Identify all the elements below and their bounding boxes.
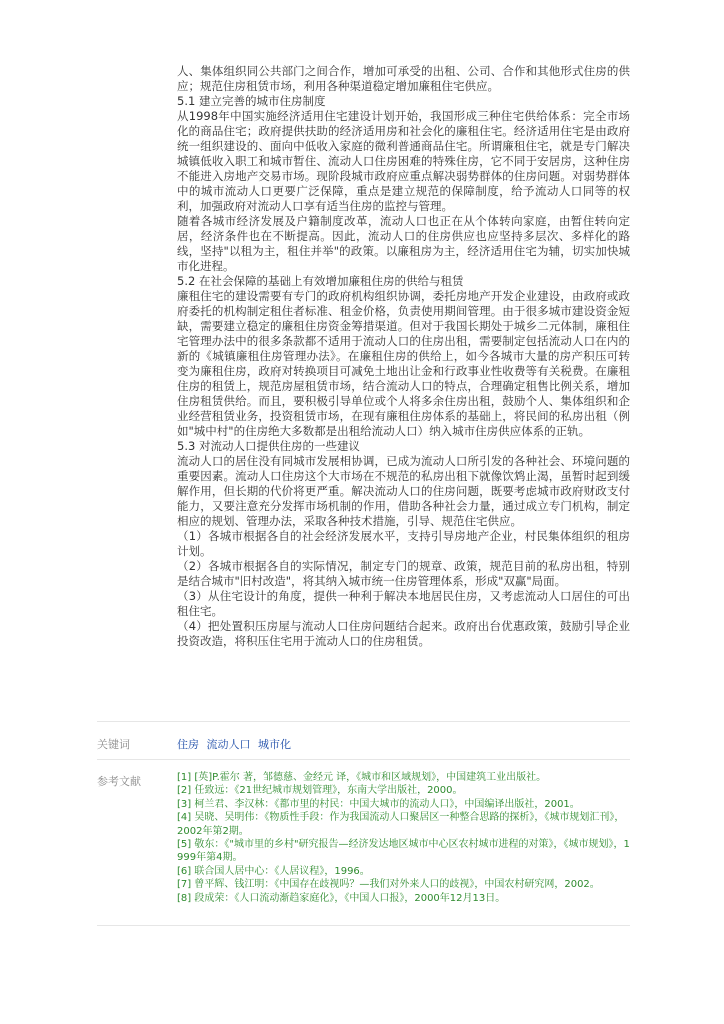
section-5-3-title: 5.3 对流动人口提供住房的一些建议 xyxy=(177,439,360,453)
reference-item: [2] 任致远：《21世纪城市规划管理》，东南大学出版社，2000。 xyxy=(177,785,463,797)
suggestion-item-3: （3）从住宅设计的角度，提供一种利于解决本地居民住房，又考虑流动人口居住的可出租住宅。 xyxy=(177,589,630,618)
keyword-link[interactable]: 住房 xyxy=(177,738,199,751)
reference-item: [3] 柯兰君、李汉林：《都市里的村民：中国大城市的流动人口》，中国编译出版社，2001。 xyxy=(177,798,580,810)
divider-top xyxy=(97,721,630,722)
keywords-list xyxy=(177,736,295,752)
keywords-label: 关键词 xyxy=(97,738,130,751)
keyword-link[interactable]: 城市化 xyxy=(258,738,291,751)
section-5-3-paragraph-1: 流动人口的居住没有同城市发展相协调，已成为流动人口所引发的各种社会、环境问题的重要因素。流动人口住房这个大市场在不规范的私房出租下就像饮鸩止渴，虽暂时起到缓解作用，但长期的代价将更严重。解决流动人口的住房问题，既要考虑城市政府财政支付能力，又要注意充分发挥市场机制的作用，借助各种社会力量，通过成立专门机构，制定相应的规划、管理办法，采取各种技术措施，引导、规范住宅供应。 xyxy=(177,454,630,528)
suggestion-item-1: （1）各城市根据各自的社会经济发展水平，支持引导房地产企业，村民集体组织的租房计划。 xyxy=(177,529,630,558)
divider-bottom xyxy=(97,925,630,926)
section-5-1-paragraph-1: 从1998年中国实施经济适用住宅建设计划开始，我国形成三种住宅供给体系：完全市场化的商品住宅；政府提供扶助的经济适用房和社会化的廉租住宅。经济适用住宅是由政府统一组织建设的、面向中低收入家庭的微利普通商品住宅。所谓廉租住宅，就是专门解决城镇低收入职工和城市暂住、流动人口住房困难的特殊住房，它不同于安居房，这种住房不能进入房地产交易市场。现阶段城市政府应重点解决弱势群体的住房问题。对弱势群体中的城市流动人口更要广泛保障，重点是建立规范的保障制度，给予流动人口同等的权利，加强政府对流动人口享有适当住房的监控与管理。 xyxy=(177,109,630,213)
intro-paragraph: 人、集体组织同公共部门之间合作，增加可承受的出租、公司、合作和其他形式住房的供应；规范住房租赁市场，利用各种渠道稳定增加廉租住宅供应。 xyxy=(177,64,630,93)
reference-item: [8] 段成荣：《人口流动渐趋家庭化》，《中国人口报》，2000年12月13日。 xyxy=(177,892,506,904)
divider-middle xyxy=(97,759,630,760)
section-5-1-title: 5.1 建立完善的城市住房制度 xyxy=(177,94,326,108)
reference-item: [6] 联合国人居中心：《人居议程》，1996。 xyxy=(177,865,370,877)
section-5-2-title: 5.2 在社会保障的基础上有效增加廉租住房的供给与租赁 xyxy=(177,274,464,288)
reference-item: [5] 敬东：《"城市里的乡村"研究报告—经济发达地区城市中心区农村城市进程的对策》，《城市规划》，1999年第4期。 xyxy=(177,839,630,864)
suggestion-item-2: （2）各城市根据各自的实际情况，制定专门的规章、政策，规范目前的私房出租，特别是结合城市"旧村改造"，将其纳入城市统一住房管理体系，形成"双赢"局面。 xyxy=(177,559,630,588)
reference-item: [1] [英]P.霍尔 著，邹德慈、金经元 译，《城市和区域规划》，中国建筑工业出版社。 xyxy=(177,772,547,783)
article-body xyxy=(177,64,630,649)
suggestion-item-4: （4）把处置积压房屋与流动人口住房问题结合起来。政府出台优惠政策，鼓励引导企业投资改造，将积压住宅用于流动人口的住房租赁。 xyxy=(177,619,630,648)
keyword-link[interactable]: 流动人口 xyxy=(206,738,251,751)
references-list xyxy=(177,771,630,905)
section-5-1-paragraph-2: 随着各城市经济发展及户籍制度改革，流动人口也正在从个体转向家庭，由暂住转向定居，经济条件也在不断提高。因此，流动人口的住房供应也应坚持多层次、多样化的路线，坚持"以租为主，租住并举"的政策。以廉租房为主，经济适用住宅为辅，切实加快城市化进程。 xyxy=(177,214,630,273)
section-5-2-paragraph-1: 廉租住宅的建设需要有专门的政府机构组织协调，委托房地产开发企业建设，由政府或政府委托的机构制定租住者标准、租金价格，负责使用期间管理。由于很多城市建设资金短缺，需要建立稳定的廉租住房资金筹措渠道。但对于我国长期处于城乡二元体制，廉租住宅管理办法中的很多条款都不适用于流动人口的住房出租，需要制定包括流动人口在内的新的《城镇廉租住房管理办法》。在廉租住房的供给上，如今各城市大量的房产积压可转变为廉租住房，政府对转换项目可减免土地出让金和行政事业性收费等有关税费。在廉租住房的租赁上，规范房屋租赁市场，结合流动人口的特点，合理确定租售比例关系，增加住房租赁供给。而且，要积极引导单位或个人将多余住房出租，鼓励个人、集体组织和企业经营租赁业务，投资租赁市场，在现有廉租住房体系的基础上，将民间的私房出租（例如"城中村"的住房绝大多数都是出租给流动人口）纳入城市住房供应体系的正轨。 xyxy=(177,289,630,438)
references-label: 参考文献 xyxy=(97,775,141,788)
reference-item: [4] 吴晓、吴明伟：《物质性手段：作为我国流动人口聚居区一种整合思路的探析》，《城市规划汇刊》，2002年第2期。 xyxy=(177,812,625,837)
reference-item: [7] 曾平辉、钱江明：《中国存在歧视吗？—我们对外来人口的歧视》，中国农村研究网，2002。 xyxy=(177,879,600,891)
